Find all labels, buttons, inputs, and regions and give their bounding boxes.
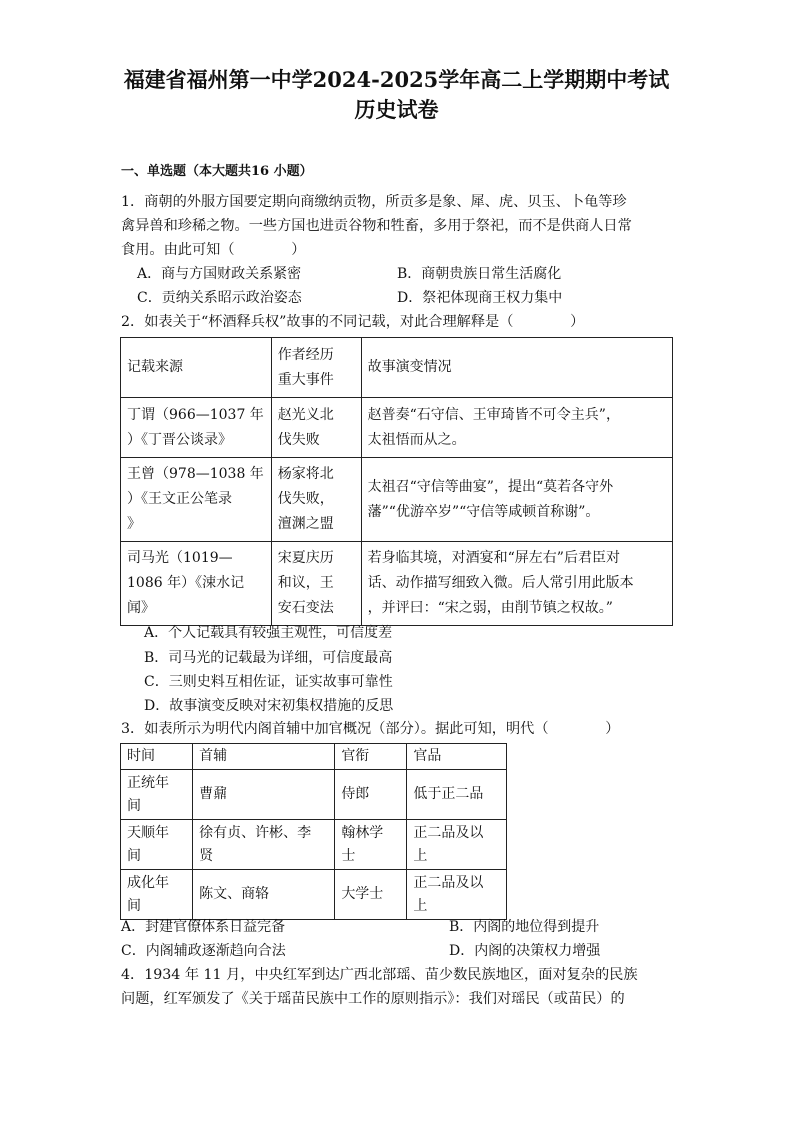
table-row: [121, 542, 673, 626]
exam-title: 福建省福州第一中学2024-2025学年高二上学期期中考试: [123, 67, 670, 92]
table-cell: 正统年 间: [121, 770, 193, 820]
table-cell: 宋夏庆历 和议，王 安石变法: [271, 542, 361, 626]
table-cell: 翰林学 士: [335, 820, 407, 870]
table-cell: 徐有贞、许彬、李 贤: [193, 820, 335, 870]
q1-line-1: 1．商朝的外服方国要定期向商缴纳贡物，所贡多是象、犀、虎、贝玉、卜龟等珍: [121, 194, 627, 210]
q1-option-c[interactable]: C．贡纳关系昭示政治姿态: [137, 290, 302, 306]
table-cell: 作者经历 重大事件: [271, 338, 361, 398]
table-cell: 杨家将北 伐失败， 澶渊之盟: [271, 458, 361, 542]
q2-table: [120, 337, 673, 626]
table-cell: 太祖召“守信等曲宴”，提出“莫若各守外 藩”“优游卒岁”“守信等咸顿首称谢”。: [361, 458, 672, 542]
table-cell: 曹鼐: [193, 770, 335, 820]
table-cell: 官衔: [335, 744, 407, 770]
table-cell: 正二品及以 上: [407, 870, 507, 920]
table-cell: 王曾（978—1038 年 ）《王文正公笔录 》: [121, 458, 272, 542]
table-cell: 记载来源: [121, 338, 272, 398]
table-cell: 正二品及以 上: [407, 820, 507, 870]
q4-line-2: 问题，红军颁发了《关于瑶苗民族中工作的原则指示》：我们对瑶民（或苗民）的: [121, 991, 625, 1007]
q1-option-d[interactable]: D．祭祀体现商王权力集中: [397, 290, 563, 306]
table-cell: 官品: [407, 744, 507, 770]
q3-stem: 3．如表所示为明代内阁首辅中加官概况（部分）。据此可知，明代（ ）: [121, 721, 620, 737]
q3-option-c[interactable]: C．内阁辅政逐渐趋向合法: [121, 943, 286, 959]
q3-table: [120, 743, 507, 920]
table-header-row: [121, 744, 507, 770]
table-row: [121, 820, 507, 870]
table-cell: 司马光（1019— 1086 年）《涑水记 闻》: [121, 542, 272, 626]
section-heading: 一、单选题（本大题共16 小题）: [121, 164, 313, 179]
table-row: [121, 770, 507, 820]
table-cell: 大学士: [335, 870, 407, 920]
table-row: [121, 870, 507, 920]
table-row: [121, 458, 673, 542]
q3-option-a[interactable]: A．封建官僚体系日益完备: [121, 919, 286, 935]
table-cell: 侍郎: [335, 770, 407, 820]
table-cell: 成化年 间: [121, 870, 193, 920]
q1-option-b[interactable]: B．商朝贵族日常生活腐化: [397, 266, 562, 282]
q2-option-d[interactable]: D．故事演变反映对宋初集权措施的反思: [144, 698, 394, 714]
table-cell: 赵光义北 伐失败: [271, 398, 361, 458]
table-cell: 时间: [121, 744, 193, 770]
q2-option-a[interactable]: A．个人记载具有较强主观性，可信度差: [144, 625, 393, 641]
q1-option-a[interactable]: A．商与方国财政关系紧密: [137, 266, 302, 282]
exam-subtitle: 历史试卷: [354, 97, 439, 122]
table-cell: 低于正二品: [407, 770, 507, 820]
table-row: [121, 398, 673, 458]
q4-line-1: 4．1934 年 11 月，中央红军到达广西北部瑶、苗少数民族地区，面对复杂的民族: [121, 967, 638, 983]
table-cell: 首辅: [193, 744, 335, 770]
table-cell: 丁谓（966—1037 年 ）《丁晋公谈录》: [121, 398, 272, 458]
q2-option-b[interactable]: B．司马光的记载最为详细，可信度最高: [144, 650, 393, 666]
table-cell: 若身临其境，对酒宴和“屏左右”后君臣对 话、动作描写细致入微。后人常引用此版本 ，并评曰：“宋之弱，由削节镇之权故。”: [361, 542, 672, 626]
q3-option-d[interactable]: D．内阁的决策权力增强: [449, 943, 601, 959]
table-cell: 陈文、商辂: [193, 870, 335, 920]
q1-line-2: 禽异兽和珍稀之物。一些方国也进贡谷物和牲畜，多用于祭祀，而不是供商人日常: [121, 218, 632, 234]
table-cell: 赵普奏“石守信、王审琦皆不可令主兵”， 太祖悟而从之。: [361, 398, 672, 458]
table-cell: 天顺年 间: [121, 820, 193, 870]
q3-option-b[interactable]: B．内阁的地位得到提升: [449, 919, 600, 935]
q1-line-3: 食用。由此可知（ ）: [121, 242, 306, 258]
q2-option-c[interactable]: C．三则史料互相佐证，证实故事可靠性: [144, 674, 393, 690]
table-cell: 故事演变情况: [361, 338, 672, 398]
table-header-row: [121, 338, 673, 398]
q2-stem: 2．如表关于“杯酒释兵权”故事的不同记载，对此合理解释是（ ）: [121, 314, 585, 330]
